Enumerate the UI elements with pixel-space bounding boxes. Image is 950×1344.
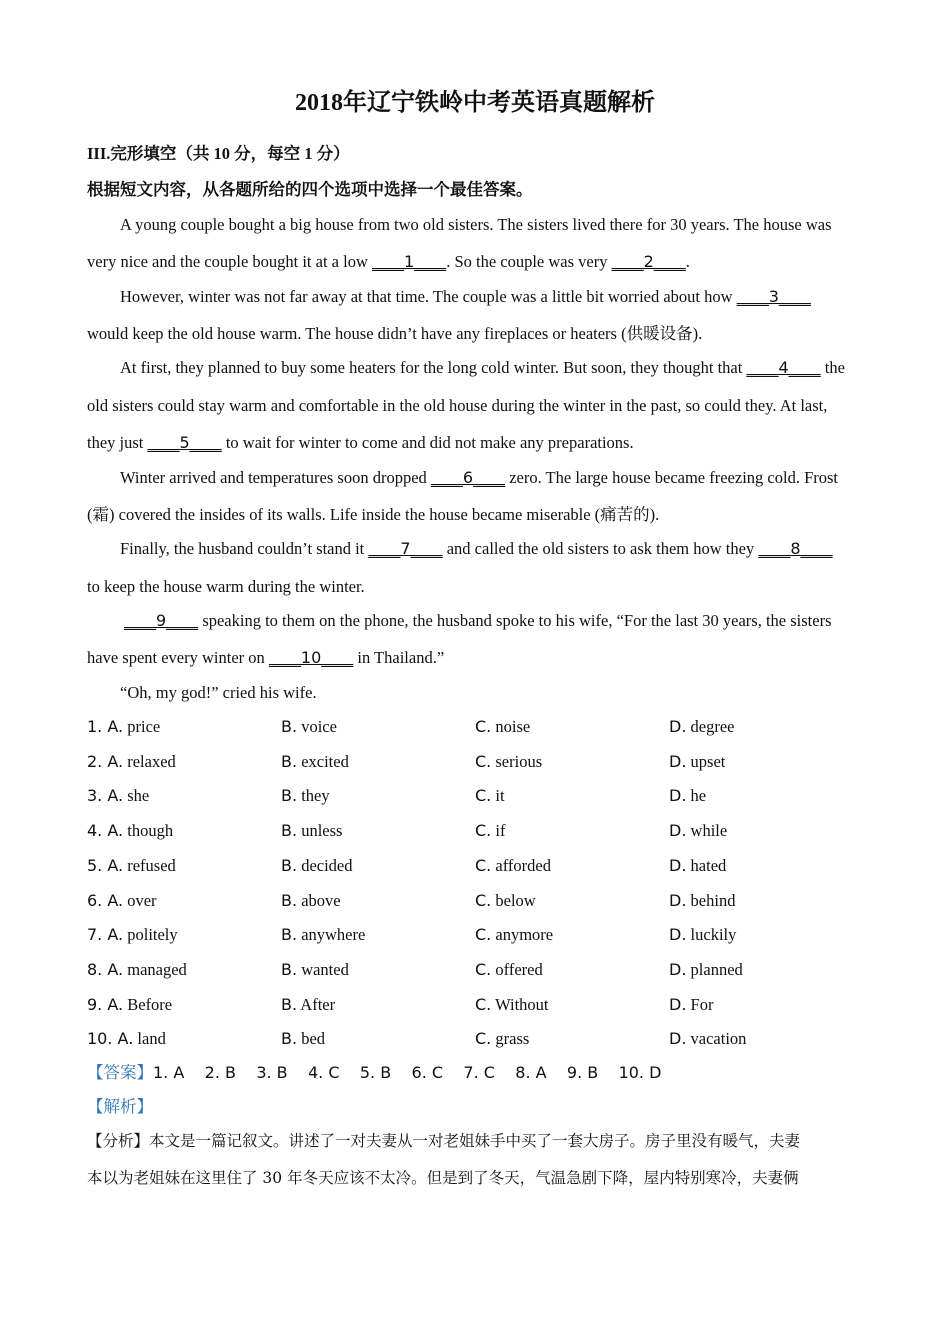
option-text: price	[127, 717, 161, 736]
passage-line: At first, they planned to buy some heaters for the long cold winter. But soon, they thought that ____4____ the	[120, 358, 845, 377]
option-text: noise	[495, 717, 531, 736]
answer-line	[87, 1062, 862, 1084]
option-text: land	[137, 1029, 166, 1049]
option-d: D. vacation	[669, 1029, 747, 1049]
passage-line: very nice and the couple bought it at a low ____1____. So the couple was very ____2____.	[87, 252, 690, 271]
option-row	[87, 855, 867, 877]
option-a: 7. A. politely	[87, 925, 178, 945]
option-text: planned	[690, 959, 743, 979]
option-a: 8. A. managed	[87, 959, 187, 979]
option-row	[87, 1028, 867, 1050]
blank-2: ____2____	[611, 252, 686, 271]
option-text: anymore	[495, 925, 554, 945]
option-d: D. upset	[669, 751, 726, 771]
option-text: she	[127, 786, 150, 806]
option-text: he	[690, 786, 707, 806]
section-instruction: 根据短文内容，从各题所给的四个选项中选择一个最佳答案。	[87, 180, 533, 199]
option-text: it	[495, 786, 505, 806]
option-c: C. noise	[475, 717, 531, 736]
option-b: B. unless	[281, 821, 343, 841]
option-text: politely	[127, 925, 178, 945]
passage-line: Finally, the husband couldn’t stand it ____7____ and called the old sisters to ask them how they ____8____	[120, 539, 833, 558]
option-text: while	[690, 821, 728, 841]
blank-7: ____7____	[368, 539, 443, 558]
section-heading: III.完形填空（共 10 分，每空 1 分）	[87, 144, 350, 163]
passage-line: to keep the house warm during the winter.	[87, 577, 365, 596]
answer-label: 【答案】	[87, 1063, 153, 1082]
option-a: 3. A. she	[87, 786, 150, 806]
passage-line: (霜) covered the insides of its walls. Life inside the house became miserable (痛苦的).	[87, 505, 660, 524]
option-a: 1. A. price	[87, 717, 161, 736]
option-d: D. degree	[669, 717, 735, 736]
page-title: 2018年辽宁铁岭中考英语真题解析	[295, 90, 655, 116]
option-text: vacation	[690, 1029, 747, 1049]
option-text: upset	[690, 751, 726, 771]
option-row	[87, 890, 867, 912]
option-row	[87, 924, 867, 946]
option-text: they	[301, 786, 330, 806]
passage-line: Winter arrived and temperatures soon dropped ____6____ zero. The large house became freezing cold. Frost	[120, 468, 839, 487]
option-b: B. they	[281, 786, 330, 806]
passage-line: would keep the old house warm. The house didn’t have any fireplaces or heaters (供暖设备).	[87, 324, 703, 343]
blank-3: ____3____	[736, 287, 811, 306]
option-text: though	[127, 821, 174, 841]
option-text: if	[495, 821, 506, 841]
option-text: relaxed	[127, 751, 176, 771]
option-d: D. he	[669, 786, 707, 806]
option-a: 10. A. land	[87, 1029, 166, 1049]
option-b: B. decided	[281, 855, 353, 875]
option-text: degree	[690, 717, 735, 736]
option-c: C. serious	[475, 751, 543, 771]
option-text: above	[301, 890, 341, 910]
option-row	[87, 751, 867, 773]
option-d: D. For	[669, 994, 714, 1014]
option-b: B. wanted	[281, 959, 349, 979]
passage-line: “Oh, my god!” cried his wife.	[120, 683, 317, 702]
option-d: D. planned	[669, 959, 743, 979]
option-b: B. After	[281, 994, 336, 1014]
option-d: D. luckily	[669, 925, 737, 945]
passage-line: they just ____5____ to wait for winter to come and did not make any preparations.	[87, 433, 634, 452]
blank-5: ____5____	[147, 433, 222, 452]
passage-line: ____9____ speaking to them on the phone, the husband spoke to his wife, “For the last 30 years, the sisters	[124, 611, 832, 630]
option-c: C. grass	[475, 1029, 530, 1049]
option-c: C. it	[475, 786, 505, 806]
option-text: behind	[690, 890, 736, 910]
passage-line: have spent every winter on ____10____ in Thailand.”	[87, 648, 445, 667]
option-text: hated	[690, 855, 727, 875]
option-text: Without	[495, 994, 549, 1014]
analysis-label: 【解析】	[87, 1097, 153, 1116]
option-c: C. afforded	[475, 855, 551, 875]
option-text: afforded	[495, 855, 551, 875]
option-text: over	[127, 890, 157, 910]
passage-line: However, winter was not far away at that time. The couple was a little bit worried about how ____3____	[120, 287, 811, 306]
option-text: unless	[301, 821, 343, 841]
option-a: 9. A. Before	[87, 994, 173, 1014]
option-text: serious	[495, 751, 543, 771]
option-d: D. while	[669, 821, 728, 841]
answer-text: 1. A 2. B 3. B 4. C 5. B 6. C 7. C 8. A 9. B 10. D	[153, 1063, 662, 1082]
option-d: D. hated	[669, 855, 727, 875]
option-text: wanted	[301, 959, 349, 979]
analysis-line: 【分析】本文是一篇记叙文。讲述了一对夫妻从一对老姐妹手中买了一套大房子。房子里没有暖气，夫妻	[87, 1132, 801, 1150]
option-a: 4. A. though	[87, 821, 174, 841]
option-a: 6. A. over	[87, 890, 157, 910]
option-text: managed	[127, 959, 187, 979]
option-text: excited	[301, 751, 349, 771]
option-b: B. bed	[281, 1029, 326, 1049]
option-c: C. anymore	[475, 925, 554, 945]
option-c: C. Without	[475, 994, 549, 1014]
option-a: 2. A. relaxed	[87, 751, 176, 771]
passage-line: old sisters could stay warm and comfortable in the old house during the winter in the past, so could they. At last,	[87, 396, 828, 415]
option-text: decided	[301, 855, 353, 875]
option-text: below	[495, 890, 536, 910]
option-b: B. excited	[281, 751, 349, 771]
option-text: grass	[495, 1029, 530, 1049]
option-b: B. above	[281, 890, 341, 910]
option-text: anywhere	[301, 925, 366, 945]
option-text: Before	[127, 994, 173, 1014]
option-text: bed	[301, 1029, 326, 1049]
option-text: luckily	[690, 925, 737, 945]
option-row	[87, 994, 867, 1016]
blank-9: ____9____	[124, 611, 199, 630]
blank-10: ____10____	[268, 648, 354, 667]
blank-8: ____8____	[758, 539, 833, 558]
option-c: C. offered	[475, 959, 543, 979]
option-a: 5. A. refused	[87, 855, 176, 875]
option-text: voice	[301, 717, 337, 736]
analysis-line: 本以为老姐妹在这里住了 30 年冬天应该不太冷。但是到了冬天，气温急剧下降，屋内特别寒冷，夫妻俩	[87, 1169, 799, 1187]
blank-1: ____1____	[372, 252, 447, 271]
option-row	[87, 959, 867, 981]
option-b: B. voice	[281, 717, 337, 736]
blank-4: ____4____	[746, 358, 821, 377]
option-row	[87, 785, 867, 807]
option-d: D. behind	[669, 890, 736, 910]
option-c: C. below	[475, 890, 536, 910]
option-text: offered	[495, 959, 543, 979]
option-text: For	[690, 994, 714, 1014]
option-row	[87, 716, 867, 738]
option-text: refused	[127, 855, 176, 875]
option-row	[87, 820, 867, 842]
option-text: After	[300, 994, 336, 1014]
option-b: B. anywhere	[281, 925, 366, 945]
passage-line: A young couple bought a big house from two old sisters. The sisters lived there for 30 years. The house was	[120, 215, 832, 234]
blank-6: ____6____	[430, 468, 506, 487]
option-c: C. if	[475, 821, 506, 841]
